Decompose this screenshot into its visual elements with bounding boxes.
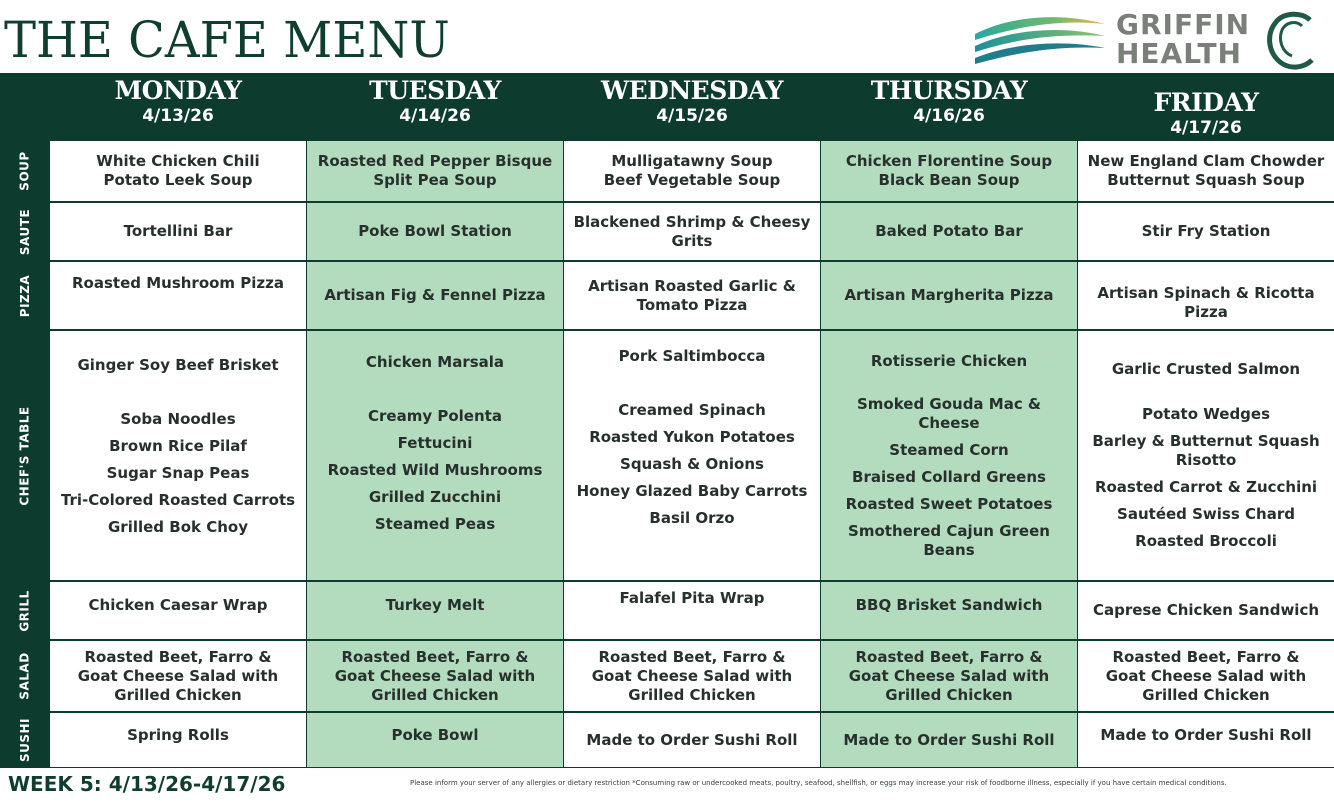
row-label-saute [0,203,50,260]
day-header-thursday [821,73,1077,141]
menu-item-main: Pork Saltimbocca [618,347,766,365]
row-label-salad [0,641,50,711]
menu-cell-pizza-monday [50,262,306,329]
row-label-chefs-table [0,331,50,580]
menu-item: Steamed Corn [889,440,1009,459]
menu-item: Spring Rolls [127,725,229,744]
menu-item: Roasted Mushroom Pizza [72,274,284,292]
menu-item: Squash & Onions [620,455,764,473]
row-label-text: CHEF'S TABLE [18,405,32,506]
menu-item: Soba Noodles [120,410,236,428]
menu-cell-salad-friday [1078,641,1334,711]
menu-cell-pizza-friday [1078,262,1334,329]
menu-item: Made to Order Sushi Roll [1100,725,1312,744]
wave-logo-icon [970,6,1110,72]
menu-item: Potato Leek Soup [103,171,253,189]
menu-cell-salad-thursday [821,641,1077,711]
menu-cell-soup-tuesday [307,141,563,201]
menu-item: Baked Potato Bar [875,222,1023,240]
menu-item: White Chicken Chili [96,152,260,170]
row-label-text: SALAD [17,652,32,700]
menu-item: Fettucini [397,434,473,452]
menu-item: Brown Rice Pilaf [109,437,247,455]
menu-item: Split Pea Soup [373,171,497,189]
row-label-soup [0,141,50,201]
menu-cell-sushi-friday [1078,713,1334,767]
logo-text [1116,10,1250,68]
menu-cell-grill-tuesday [307,582,563,639]
menu-cell-grill-thursday [821,582,1077,639]
menu-item: Roasted Yukon Potatoes [589,428,795,446]
menu-item: Roasted Beet, Farro & Goat Cheese Salad with Grilled Chicken [334,647,536,704]
menu-item-main: Garlic Crusted Salmon [1111,360,1301,378]
day-date: 4/16/26 [913,106,985,126]
day-header-friday [1078,73,1334,141]
day-header-monday [50,73,306,141]
allergy-disclaimer: Please inform your server of any allergies or dietary restriction *Consuming raw or undercooked meats, poultry, seafood, shellfish, or eggs may increase your risk of foodborne illness, especially if you have certain medical conditions. [410,779,1227,787]
menu-item: Basil Orzo [649,509,735,527]
week-label: WEEK 5: 4/13/26-4/17/26 [8,772,286,796]
menu-item: Grilled Bok Choy [108,518,248,536]
menu-cell-saute-thursday [821,203,1077,260]
griffin-health-logo [970,6,1330,72]
menu-cell-chefs-table-thursday [821,331,1077,580]
menu-cell-chefs-table-monday [50,331,306,580]
row-label-text: GRILL [17,589,32,632]
menu-item: BBQ Brisket Sandwich [855,596,1043,614]
menu-item: Tortellini Bar [123,222,233,240]
row-label-text: SAUTE [18,208,32,255]
page-header [0,0,1334,73]
menu-cell-salad-monday [50,641,306,711]
menu-item: Roasted Beet, Farro & Goat Cheese Salad with Grilled Chicken [848,647,1050,704]
menu-item: Braised Collard Greens [852,467,1046,486]
day-name: THURSDAY [870,76,1028,105]
menu-item: Smoked Gouda Mac & Cheese [856,394,1042,432]
menu-cell-salad-tuesday [307,641,563,711]
menu-item: Roasted Wild Mushrooms [327,461,543,479]
row-label-text: PIZZA [17,274,32,317]
day-header-tuesday [307,73,563,141]
menu-cell-grill-friday [1078,582,1334,639]
row-label-sushi [0,713,50,767]
menu-cell-soup-monday [50,141,306,201]
menu-cell-saute-tuesday [307,203,563,260]
day-header-wednesday [564,73,820,141]
menu-item: Butternut Squash Soup [1107,171,1305,189]
menu-cell-pizza-wednesday [564,262,820,329]
page-title: THE CAFE MENU [4,11,450,69]
menu-item-main: Rotisserie Chicken [870,351,1028,370]
menu-item: Made to Order Sushi Roll [586,730,798,749]
menu-item: Roasted Beet, Farro & Goat Cheese Salad with Grilled Chicken [77,647,279,704]
menu-item: Roasted Broccoli [1135,532,1277,550]
row-label-pizza [0,262,50,329]
menu-item: Chicken Caesar Wrap [88,596,268,614]
day-name: MONDAY [114,76,242,105]
menu-item: Turkey Melt [385,596,485,614]
menu-item: Roasted Beet, Farro & Goat Cheese Salad with Grilled Chicken [591,647,793,704]
day-date: 4/17/26 [1170,118,1242,138]
menu-cell-chefs-table-wednesday [564,331,820,580]
day-date: 4/15/26 [656,106,728,126]
menu-cell-sushi-tuesday [307,713,563,767]
menu-item: Beef Vegetable Soup [603,171,781,189]
menu-item: Roasted Carrot & Zucchini [1094,478,1318,496]
menu-item: Grilled Zucchini [368,488,502,506]
day-date: 4/14/26 [399,106,471,126]
menu-item: Artisan Fig & Fennel Pizza [324,286,546,304]
menu-item: Tri-Colored Roasted Carrots [60,491,296,509]
row-label-text: SUSHI [17,717,32,763]
menu-item: Artisan Spinach & Ricotta Pizza [1097,283,1315,321]
day-date: 4/13/26 [142,106,214,126]
menu-item: Steamed Peas [374,515,496,533]
menu-item: Blackened Shrimp & Cheesy Grits [573,212,811,250]
menu-item: Mulligatawny Soup [611,152,773,170]
menu-cell-soup-thursday [821,141,1077,201]
menu-item: Made to Order Sushi Roll [843,730,1055,749]
row-label-text: SOUP [17,151,32,191]
row-label-grill [0,582,50,639]
logo-line-health: HEALTH [1116,37,1242,70]
menu-item: Artisan Roasted Garlic & Tomato Pizza [588,276,796,314]
menu-item: Smothered Cajun Green Beans [848,521,1050,559]
menu-item: Artisan Margherita Pizza [844,286,1054,304]
menu-item: New England Clam Chowder [1087,152,1325,170]
menu-item: Barley & Butternut Squash Risotto [1092,432,1320,469]
menu-item: Chicken Florentine Soup [845,152,1053,170]
menu-item: Roasted Red Pepper Bisque [317,152,553,170]
menu-cell-chefs-table-friday [1078,331,1334,580]
menu-item: Sugar Snap Peas [106,464,250,482]
menu-item: Caprese Chicken Sandwich [1092,601,1320,619]
menu-cell-chefs-table-tuesday [307,331,563,580]
menu-item: Poke Bowl Station [358,222,512,240]
menu-cell-saute-monday [50,203,306,260]
menu-item: Honey Glazed Baby Carrots [576,482,808,500]
menu-cell-saute-wednesday [564,203,820,260]
menu-item: Creamy Polenta [368,407,502,425]
menu-item: Stir Fry Station [1141,222,1271,240]
menu-cell-pizza-tuesday [307,262,563,329]
day-name: TUESDAY [369,76,501,105]
menu-item-main: Ginger Soy Beef Brisket [77,356,279,374]
menu-cell-saute-friday [1078,203,1334,260]
menu-item: Falafel Pita Wrap [619,589,765,607]
menu-cell-soup-friday [1078,141,1334,201]
menu-item-main: Chicken Marsala [365,353,505,371]
day-name: WEDNESDAY [601,76,783,105]
menu-cell-grill-monday [50,582,306,639]
menu-cell-salad-wednesday [564,641,820,711]
menu-item: Poke Bowl [391,725,479,744]
menu-cell-sushi-thursday [821,713,1077,767]
menu-cell-soup-wednesday [564,141,820,201]
menu-item: Potato Wedges [1141,405,1271,423]
menu-cell-sushi-wednesday [564,713,820,767]
menu-item: Roasted Sweet Potatoes [845,494,1053,513]
day-name: FRIDAY [1153,88,1259,117]
c-emblem-icon [1262,8,1322,72]
menu-item: Creamed Spinach [618,401,766,419]
menu-cell-pizza-thursday [821,262,1077,329]
menu-cell-grill-wednesday [564,582,820,639]
menu-item: Sautéed Swiss Chard [1117,505,1295,523]
logo-line-griffin: GRIFFIN [1116,8,1251,41]
menu-cell-sushi-monday [50,713,306,767]
menu-item: Black Bean Soup [878,171,1020,189]
menu-item: Roasted Beet, Farro & Goat Cheese Salad with Grilled Chicken [1105,647,1307,704]
